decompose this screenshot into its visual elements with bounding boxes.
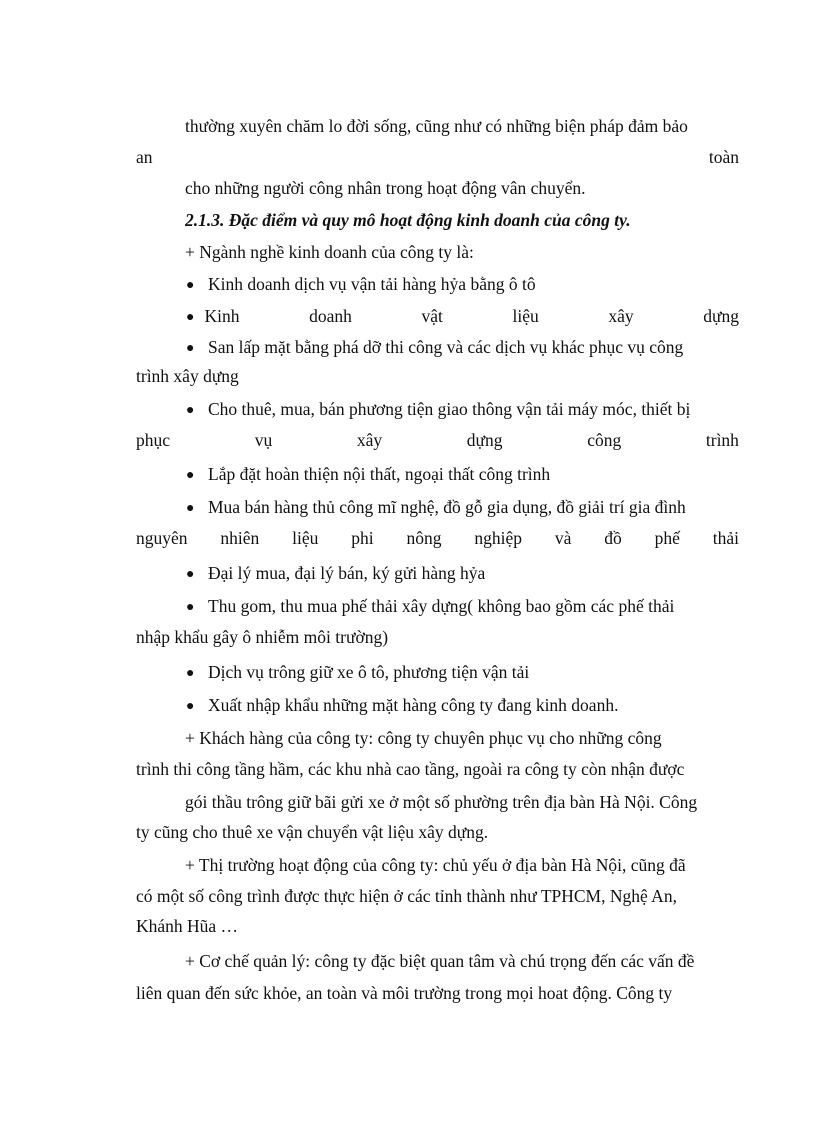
list-item: ● Thu gom, thu mua phế thải xây dựng( không bao gồm các phế thải bbox=[186, 595, 739, 619]
bullet-icon: ● bbox=[186, 699, 195, 714]
list-item: ● Dịch vụ trông giữ xe ô tô, phương tiện vận tải bbox=[186, 661, 739, 685]
text-line: phục vụ xây dựng công trình bbox=[136, 430, 739, 450]
text-line: trình thi công tầng hầm, các khu nhà cao tầng, ngoài ra công ty còn nhận được bbox=[136, 759, 685, 779]
text-line: gói thầu trông giữ bãi gửi xe ở một số phường trên địa bàn Hà Nội. Công bbox=[185, 792, 698, 812]
list-item: ● Xuất nhập khẩu những mặt hàng công ty đang kinh doanh. bbox=[186, 694, 739, 718]
text-line: + Cơ chế quản lý: công ty đặc biệt quan tâm và chú trọng đến các vấn đề bbox=[185, 951, 695, 971]
list-item: ● Cho thuê, mua, bán phương tiện giao thông vận tải máy móc, thiết bị bbox=[186, 398, 739, 422]
text-line: + Ngành nghề kinh doanh của công ty là: bbox=[185, 242, 474, 262]
list-item: ● Lắp đặt hoàn thiện nội thất, ngoại thất công trình bbox=[186, 463, 739, 487]
list-item: ● Kinh doanh vật liệu xây dựng bbox=[186, 305, 739, 329]
text-line: Khánh Hũa … bbox=[136, 916, 239, 936]
bullet-icon: ● bbox=[186, 501, 195, 516]
text-line: + Thị trường hoạt động của công ty: chủ yếu ở địa bàn Hà Nội, cũng đã bbox=[185, 855, 686, 875]
text-line: + Khách hàng của công ty: công ty chuyên phục vụ cho những công bbox=[185, 728, 662, 748]
list-item: ● Đại lý mua, đại lý bán, ký gửi hàng hỷa bbox=[186, 562, 739, 586]
bullet-icon: ● bbox=[186, 310, 195, 325]
list-item: ● Kinh doanh dịch vụ vận tải hàng hỷa bằng ô tô bbox=[186, 273, 739, 297]
section-heading: 2.1.3. Đặc điểm và quy mô hoạt động kinh doanh của công ty. bbox=[185, 210, 631, 230]
text-line: trình xây dựng bbox=[136, 366, 239, 386]
text-line: có một số công trình được thực hiện ở các tỉnh thành như TPHCM, Nghệ An, bbox=[136, 886, 677, 906]
bullet-icon: ● bbox=[186, 666, 195, 681]
list-item: ● San lấp mặt bằng phá dỡ thi công và các dịch vụ khác phục vụ công bbox=[186, 336, 739, 360]
text-line: ty cũng cho thuê xe vận chuyển vật liệu xây dựng. bbox=[136, 822, 489, 842]
text-line: nhập khẩu gây ô nhiễm môi trường) bbox=[136, 627, 389, 647]
bullet-icon: ● bbox=[186, 567, 195, 582]
text-line: an toàn bbox=[136, 147, 739, 167]
bullet-icon: ● bbox=[186, 403, 195, 418]
text-line: nguyên nhiên liệu phi nông nghiệp và đồ phế thải bbox=[136, 528, 739, 548]
text-line: liên quan đến sức khỏe, an toàn và môi trường trong mọi hoat động. Công ty bbox=[136, 983, 673, 1003]
bullet-icon: ● bbox=[186, 341, 195, 356]
bullet-icon: ● bbox=[186, 468, 195, 483]
bullet-icon: ● bbox=[186, 600, 195, 615]
text-line: thường xuyên chăm lo đời sống, cũng như có những biện pháp đảm bảo bbox=[185, 116, 688, 136]
list-item: ● Mua bán hàng thủ công mĩ nghệ, đồ gỗ gia dụng, đồ giải trí gia đình bbox=[186, 496, 739, 520]
text-line: cho những người công nhân trong hoạt động vân chuyển. bbox=[185, 178, 586, 198]
bullet-icon: ● bbox=[186, 278, 195, 293]
